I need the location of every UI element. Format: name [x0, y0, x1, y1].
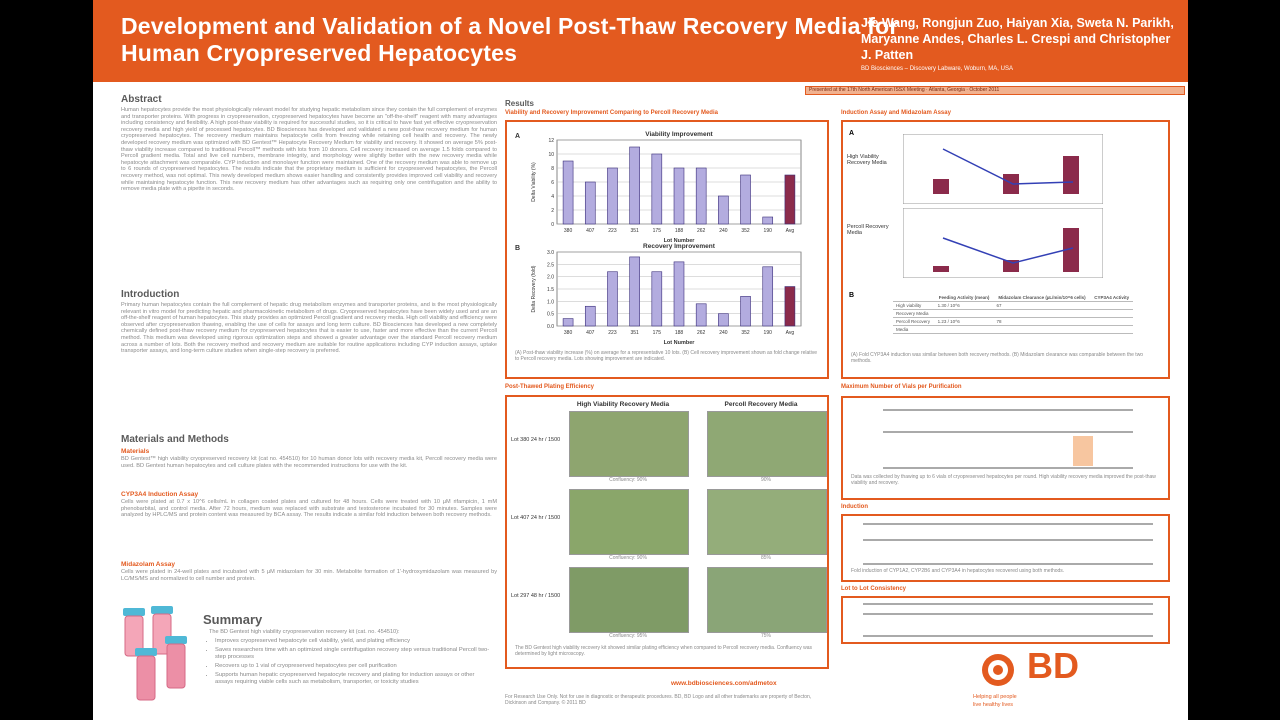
- table-head: CYP3A4 Activity: [1090, 294, 1133, 302]
- x-axis-label: Lot Number: [663, 238, 695, 244]
- confluency-label: Confluency: 90%: [609, 477, 647, 483]
- x-tick-label: 352: [741, 330, 750, 336]
- x-tick-label: 262: [697, 330, 706, 336]
- bar: [674, 168, 684, 224]
- vials-box: [841, 396, 1170, 500]
- table-row: Percoll Recovery 1.23 / 10^6 78: [893, 318, 1133, 326]
- bar: [630, 147, 640, 224]
- bar: [763, 267, 773, 326]
- x-tick-label: 351: [630, 228, 639, 234]
- y-tick-label: 0: [551, 222, 554, 228]
- summary-item: • Saves researchers time with an optimized single centrifugation recovery step versus traditional Percoll two-step processes: [215, 647, 493, 661]
- panel-b-label: B: [849, 292, 855, 299]
- x-tick-label: 352: [741, 228, 750, 234]
- footnote: For Research Use Only. Not for use in diagnostic or therapeutic procedures. BD, BD Logo and all other trademarks are property of Becton, Dickinson and Company. © 2011 BD: [505, 694, 812, 706]
- x-tick-label: 407: [586, 228, 595, 234]
- plating-row-label: Lot 297 48 hr / 1500: [511, 593, 561, 599]
- vials-caption: Data was collected by thawing up to 6 vials of cryopreserved hepatocytes per round. High viability recovery media improved the post-thaw viability and recovery.: [851, 474, 1156, 486]
- y-tick-label: 2.0: [547, 274, 554, 281]
- induction-table: [863, 522, 1153, 566]
- plating-row-label: Lot 380 24 hr / 1500: [511, 437, 561, 443]
- results-box1-title: Viability and Recovery Improvement Comparing to Percoll Recovery Media: [505, 110, 718, 116]
- confluency-label: Confluency: 95%: [609, 633, 647, 639]
- left-column: [121, 92, 497, 612]
- introduction-heading: Introduction: [121, 289, 180, 300]
- bar: [763, 217, 773, 224]
- bar: [652, 272, 662, 326]
- y-axis-label: Delta Recovery (fold): [531, 265, 537, 313]
- micrograph: [707, 411, 827, 477]
- x-tick-label: 380: [563, 330, 573, 336]
- induction-subheading: CYP3A4 Induction Assay: [121, 491, 199, 498]
- bar: [785, 287, 795, 326]
- summary-item: • Improves cryopreserved hepatocyte cell viability, yield, and plating efficiency: [215, 638, 493, 645]
- y-tick-label: 3.0: [547, 250, 554, 256]
- chart-title: Viability Improvement: [645, 131, 713, 138]
- consistency-box: [841, 596, 1170, 644]
- micrograph: [569, 411, 689, 477]
- bar: [741, 175, 751, 224]
- bar: [696, 304, 706, 326]
- viability-caption: (A) Post-thaw viability increase (%) on average for a representative 10 lots. (B) Cell recovery improvement shown as fold change relative to Percoll recovery media. Lots showing improvement are indicated.: [515, 350, 818, 362]
- bar: [674, 262, 684, 326]
- bd-sunburst-icon: [973, 648, 1023, 688]
- summary-item: • Supports human hepatic cryopreserved hepatocyte recovery and plating for induction assays or other assays requiring viable cells such as metabolism, transporter, or toxicity studies: [215, 672, 493, 686]
- author-block: [861, 15, 1181, 74]
- y-tick-label: 2: [551, 208, 554, 214]
- induction-midazolam-box: [841, 120, 1170, 379]
- induction-box: [841, 514, 1170, 582]
- x-axis-label: Lot Number: [663, 340, 695, 346]
- plating-col-percoll: Percoll Recovery Media: [724, 401, 798, 408]
- x-tick-label: 190: [763, 330, 772, 336]
- poster: [93, 0, 1188, 720]
- tagline-2: live healthy lives: [973, 702, 1014, 708]
- viability-box: [505, 120, 829, 379]
- micrograph: [569, 567, 689, 633]
- tagline-1: Helping all people: [973, 694, 1017, 700]
- website: www.bdbiosciences.com/admetox: [671, 680, 777, 687]
- bar: [563, 161, 573, 224]
- bar: [607, 272, 617, 326]
- y-tick-label: 6: [551, 180, 554, 186]
- y-tick-label: 4: [551, 194, 554, 200]
- x-tick-label: Avg: [785, 330, 795, 336]
- bar: [718, 196, 728, 224]
- bar: [585, 306, 595, 326]
- x-tick-label: Avg: [785, 228, 795, 234]
- methods-heading: Materials and Methods: [121, 434, 229, 445]
- vials-title: Maximum Number of Vials per Purification: [841, 384, 962, 390]
- bar: [630, 257, 640, 326]
- affiliation: BD Biosciences – Discovery Labware, Woburn, MA, USA: [861, 66, 1013, 72]
- y-tick-label: 10: [548, 152, 554, 158]
- introduction-text: Primary human hepatocytes contain the full complement of hepatic drug metabolism enzymes and transporter proteins, and is the most physiologically relevant in vitro model for predicting hepatic and pharmacokinetic metabolism of drugs. Cryopreserved hepatocytes have been widely used and are an off-the-shelf reagent of human hepatocytes. This study provides an optimized Percoll gradient and recovery media. High cell viability and efficiency were observed after cryopreservation thawing, enabling the use of cells for assays and long term culture. BD Biosciences has developed a new completely chemically defined post-thaw recovery medium for cryopreserved hepatocytes that is easier to use, faster and more effective than the current Percoll method. This medium was developed using rigorous optimization steps and showed a greater advantage over the standard Percoll recovery medium across a number of lots. Both the recovery method and recovery medium are suitable for routine applications including CYP induction assays, uptake transporter assays, and long-term culture studies when single-step recovery is preferred.: [121, 302, 497, 355]
- summary-intro: The BD Gentest high viability cryopreservation recovery kit (cat. no. 454510):: [209, 629, 400, 635]
- x-tick-label: 380: [563, 228, 573, 234]
- abstract-heading: Abstract: [121, 94, 162, 105]
- induction-caption: (A) Fold CYP3A4 induction was similar between both recovery methods. (B) Midazolam clearance was comparable between the two methods.: [851, 352, 1144, 364]
- plating-row-label: Lot 407 24 hr / 1500: [511, 515, 561, 521]
- y-axis-label: Delta Viability (%): [531, 162, 537, 202]
- bar: [563, 319, 573, 326]
- x-tick-label: 188: [674, 330, 684, 336]
- y-tick-label: 2.5: [547, 262, 554, 269]
- x-tick-label: 223: [608, 330, 617, 336]
- plating-caption: The BD Gentest high viability recovery kit showed similar plating efficiency when compared to Percoll recovery media. Confluency was determined by light microscopy.: [515, 645, 812, 657]
- table-head: [893, 294, 935, 302]
- x-tick-label: 262: [697, 228, 706, 234]
- bar: [741, 296, 751, 326]
- x-tick-label: 351: [630, 330, 639, 336]
- table-row: Media: [893, 326, 1133, 334]
- bar: [785, 175, 795, 224]
- y-tick-label: 8: [551, 166, 554, 172]
- vial-3: [135, 648, 157, 700]
- title-banner: [93, 0, 1188, 82]
- micrograph: [707, 567, 827, 633]
- bar: [696, 168, 706, 224]
- consistency-title: Lot to Lot Consistency: [841, 586, 906, 592]
- hv-induction-chart: [903, 134, 1103, 204]
- viability-chart: [511, 126, 821, 246]
- plating-title: Post-Thawed Plating Efficiency: [505, 384, 595, 390]
- micrograph: [707, 489, 827, 555]
- y-tick-label: 12: [548, 138, 554, 144]
- x-tick-label: 175: [652, 330, 661, 336]
- percoll-row-label: Percoll Recovery Media: [847, 224, 889, 236]
- x-tick-label: 223: [608, 228, 617, 234]
- percoll-induction-chart: [903, 208, 1103, 278]
- bar: [607, 168, 617, 224]
- materials-text: BD Gentest™ high viability cryopreserved recovery kit (cat no. 454510) for 10 human donor lots with recovery media kit, Percoll recovery media were used. BD Gentest human hepatocytes and cell culture plates with the recommended instructions for use with the kit.: [121, 456, 497, 469]
- summary-item: • Recovers up to 1 vial of cryopreserved hepatocytes per cell purification: [215, 663, 493, 670]
- panel-label: A: [515, 133, 521, 140]
- y-tick-label: 0.0: [547, 324, 554, 330]
- authors: Jie Wang, Rongjun Zuo, Haiyan Xia, Sweta N. Parikh, Maryanne Andes, Charles L. Crespi and Christopher J. Patten: [861, 16, 1174, 62]
- bar: [652, 154, 662, 224]
- table-row: High viability 1.30 / 10^6 67: [893, 302, 1133, 310]
- chart-title: Recovery Improvement: [643, 243, 715, 250]
- vials-table: [883, 406, 1133, 470]
- bar: [718, 314, 728, 326]
- vial-4: [165, 636, 187, 688]
- x-tick-label: 240: [719, 330, 728, 336]
- induction-midazolam-title: Induction Assay and Midazolam Assay: [841, 110, 951, 116]
- plating-col-hv: High Viability Recovery Media: [576, 401, 670, 408]
- panel-a-label: A: [849, 130, 855, 137]
- bd-logo: [973, 645, 1079, 693]
- plating-box: [505, 395, 829, 669]
- midazolam-table: [893, 294, 1133, 334]
- abstract-text: Human hepatocytes provide the most physiologically relevant model for studying hepatic metabolism since they contain the full complement of enzymes and transporter proteins. With progress in cryopreservation, cryopreserved hepatocytes have become an "off-the-shelf" reagent with many advantages including consistency and flexibility. A high post-thaw viability is required for successful studies, so it is critical to have fast yet effective cryopreservation recovery media and high yield of processed hepatocytes. BD Biosciences has developed and validated a new post-thaw recovery medium for human cryopreserved hepatocytes. The recovery medium maintains hepatocyte cells from freezing while retaining cell health and recovery. The newly developed recovery medium was optimized with BD Gentest™ Hepatocyte Recovery Medium for viability and recovery. It showed on average 5% post-thaw viability increase compared to traditional Percoll™ methods with lots from 10 donors. Cell recovery increased on average 1.5 folds compared to Percoll gradient media. Total and live cell numbers, membrane integrity, and morphology were slightly better with the new recovery media while hepatocyte attachment was comparable. CYP induction and monolayer function were maintained. One of the recovery medium was able to remove up to 6 rounds of cryopreserved hepatocytes. The results indicate that the proprietary medium is sufficient for cryopreserved hepatocytes, the Percoll recovery method, was not optimal. This newly developed medium shows easier handling and consistently provides improved cell viability and recovery while maintaining hepatocyte function. This new recovery medium has other advantages such as requiring only one centrifugation and the ability to remove media plate with a pipette in seconds.: [121, 107, 497, 193]
- y-tick-label: 1.5: [547, 287, 554, 293]
- x-tick-label: 175: [652, 228, 661, 234]
- bar: [585, 182, 595, 224]
- y-tick-label: 1.0: [547, 299, 554, 306]
- x-tick-label: 407: [586, 330, 595, 336]
- confluency-label: 90%: [760, 477, 771, 483]
- x-tick-label: 188: [674, 228, 684, 234]
- induction-text: Cells were plated at 0.7 x 10^6 cells/mL in collagen coated plates and cultured for 48 hours. Cells were treated with 10 µM rifampicin, 1 mM phenobarbital, and control media. After 72 hours, medium was replaced with substrate and testosterone incubated for 30 minutes. Samples were analyzed by HPLC/MS and protein content was measured by BCA assay. The results indicate a similar fold induction between both recovery methods.: [121, 499, 497, 519]
- confluency-label: 75%: [760, 633, 771, 639]
- y-tick-label: 0.5: [547, 311, 554, 318]
- induction-title: Induction: [841, 504, 868, 510]
- bd-logo-text: BD: [1027, 645, 1079, 686]
- micrograph: [569, 489, 689, 555]
- poster-title: Development and Validation of a Novel Post-Thaw Recovery Media for Human Cryopreserved Hepatocytes: [121, 13, 899, 66]
- meeting-strip: Presented at the 17th North American ISSX Meeting · Atlanta, Georgia · October 2011: [805, 86, 1185, 95]
- x-tick-label: 190: [763, 228, 772, 234]
- midazolam-text: Cells were plated in 24-well plates and incubated with 5 µM midazolam for 30 min. Metabolite formation of 1'-hydroxymidazolam was measured by LC/MS/MS and normalized to cell number and protein.: [121, 569, 497, 582]
- hv-row-label: High Viability Recovery Media: [847, 154, 887, 166]
- table-head: Midazolam Clearance (µL/min/10^6 cells): [993, 294, 1090, 302]
- summary-heading: Summary: [203, 612, 263, 627]
- confluency-label: 85%: [760, 555, 771, 561]
- summary-list: [203, 638, 493, 686]
- table-row: Recovery Media: [893, 310, 1133, 318]
- midazolam-subheading: Midazolam Assay: [121, 561, 175, 568]
- summary-section: [203, 612, 493, 688]
- consistency-table: [863, 602, 1153, 638]
- materials-subheading: Materials: [121, 448, 150, 455]
- vials-image: [115, 600, 200, 710]
- table-head: Feeding Activity (mean): [935, 294, 994, 302]
- results-heading: Results: [505, 99, 534, 108]
- induction-box-caption: Fold induction of CYP1A2, CYP2B6 and CYP3A4 in hepatocytes recovered using both methods.: [851, 568, 1065, 574]
- panel-label: B: [515, 245, 521, 252]
- x-tick-label: 240: [719, 228, 728, 234]
- confluency-label: Confluency: 90%: [609, 555, 647, 561]
- recovery-chart: [511, 238, 821, 348]
